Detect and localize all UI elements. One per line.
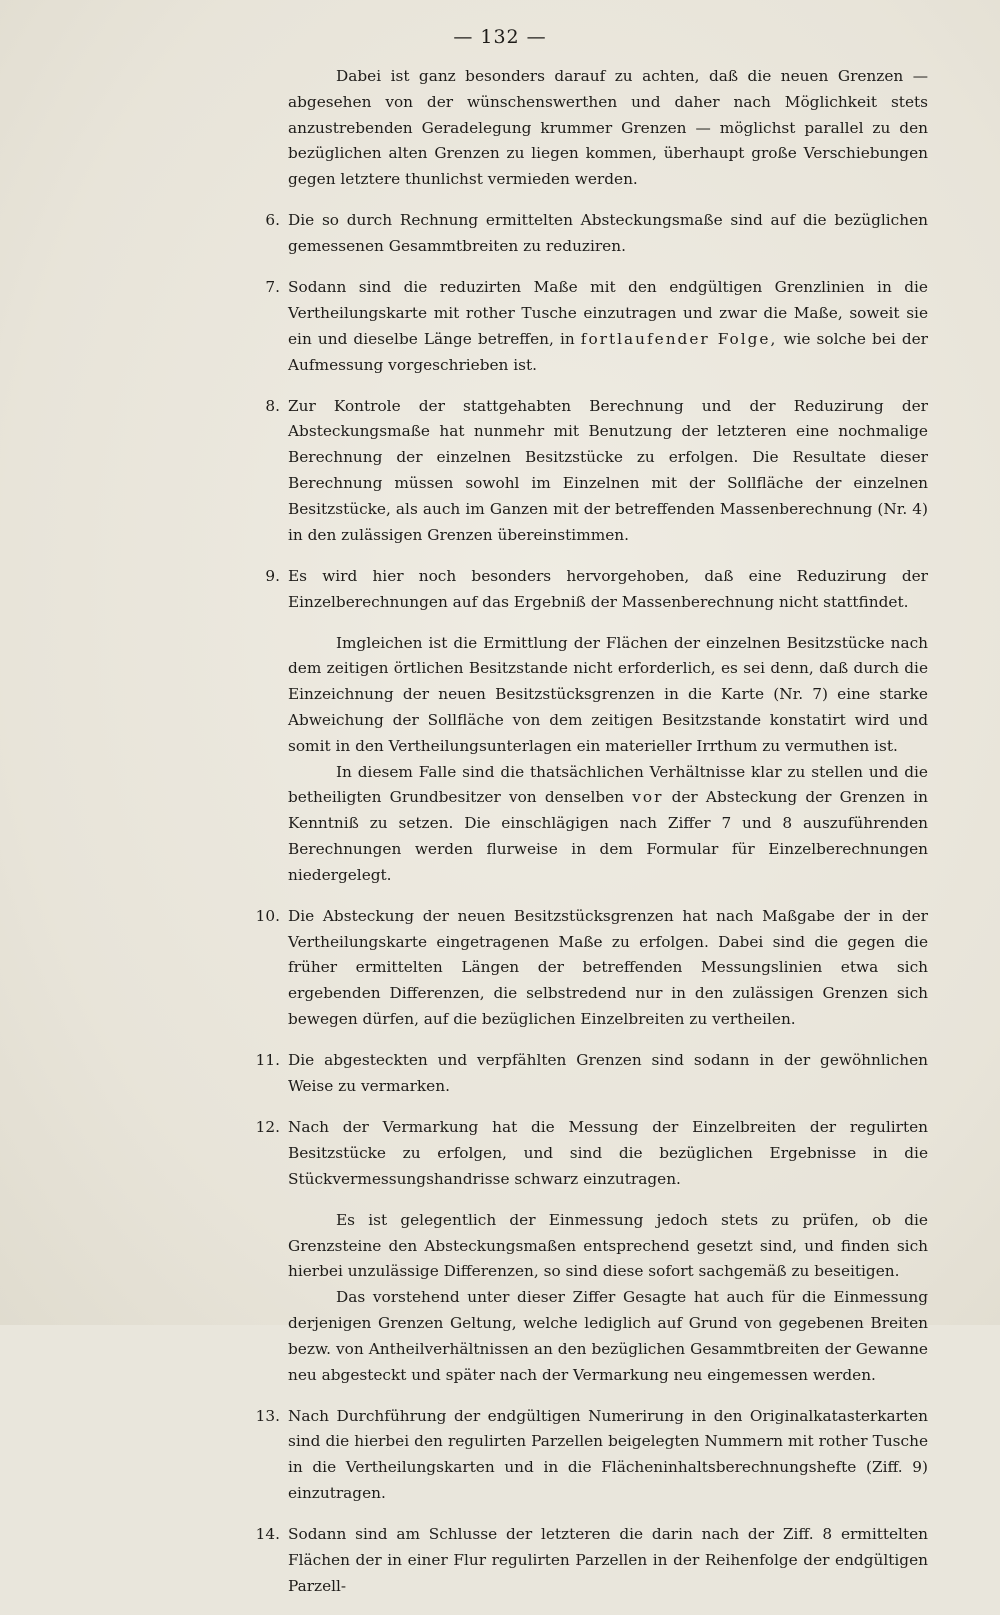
page-number: — 132 — [453, 26, 547, 48]
item-number: 10. [255, 906, 280, 925]
item-text: Es wird hier noch besonders hervorgehoben, daß eine Reduzirung der Einzelberechnungen auf das Ergebniß der Massenberechnung nicht stattfindet. [288, 566, 928, 611]
item-text: Sodann sind am Schlusse der letzteren die darin nach der Ziff. 8 ermittelten Flächen der in einer Flur regulirten Parzellen in der Reihenfolge der endgültigen Parzell- [288, 1525, 928, 1595]
item-number: 13. [255, 1406, 280, 1425]
item-text [288, 275, 928, 378]
emphasized-text: fortlaufender Folge, [580, 329, 778, 348]
item-text: Zur Kontrole der stattgehabten Berechnung und der Reduzirung der Absteckungsmaße hat nunmehr mit Benutzung der letzteren eine nochmalige Berechnung der einzelnen Besitzstücke zu erfolgen. Die Resultate dieser Berechnung müssen sowohl im Einzelnen mit der Sollfläche der einzelnen Besitzstücke, als auch im Ganzen mit der betreffenden Massenberechnung (Nr. 4) in den zulässigen Grenzen übereinstimmen. [288, 396, 928, 544]
paragraph-intro: Dabei ist ganz besonders darauf zu achten, daß die neuen Grenzen — abgesehen von der wünschenswerthen und daher nach Möglichkeit stets anzustrebenden Geradelegung krummer Grenzen — möglichst parallel zu den bezüglichen alten Grenzen zu liegen kommen, überhaupt große Verschiebungen gegen letztere thunlichst vermieden werden. [288, 67, 928, 189]
item-number: 6. [265, 211, 280, 230]
item-number: 9. [265, 566, 280, 585]
item-text-part: Sodann sind die reduzirten Maße mit den endgültigen Grenzlinien in die Vertheilungskarte mit rother Tusche einzutragen und zwar die Maße, soweit sie ein und dieselbe Länge betreffen, in [288, 278, 928, 348]
item-text: Die Absteckung der neuen Besitzstücksgrenzen hat nach Maßgabe der in der Vertheilungskarte eingetragenen Maße zu erfolgen. Dabei sind die gegen die früher ermittelten Längen der betreffenden Messungslinien etwa sich ergebenden Differenzen, die selbstredend nur in den zulässigen Grenzen sich bewegen dürfen, auf die bezüglichen Einzelbreiten zu vertheilen. [288, 906, 928, 1029]
item-number: 12. [255, 1118, 280, 1137]
item-number: 8. [265, 396, 280, 415]
list-item-6 [265, 208, 928, 260]
item-text-part: wie solche bei der Aufmessung vorgeschrieben ist. [288, 329, 928, 374]
item-text: Nach der Vermarkung hat die Messung der Einzelbreiten der regulirten Besitzstücke zu erfolgen, und sind die bezüglichen Ergebnisse in die Stückvermessungshandrisse schwarz einzutragen. [288, 1118, 928, 1188]
item-text: Die so durch Rechnung ermittelten Absteckungsmaße sind auf die bezüglichen gemessenen Gesammtbreiten zu reduziren. [288, 211, 928, 256]
list-item-7 [265, 275, 928, 378]
paragraph-9a: Imgleichen ist die Ermittlung der Flächen der einzelnen Besitzstücke nach dem zeitigen örtlichen Besitzstande nicht erforderlich, es sei denn, daß durch die Einzeichnung der neuen Besitzstücksgrenzen in die Karte (Nr. 7) eine starke Abweichung der Sollfläche von dem zeitigen Besitzstande konstatirt wird und somit in den Vertheilungsunterlagen ein materieller Irrthum zu vermuthen ist. [288, 633, 928, 755]
emphasized-text: vor [632, 788, 664, 807]
list-item-14 [255, 1522, 928, 1599]
item-number: 11. [255, 1051, 280, 1070]
paragraph-text-part: In diesem Falle sind die thatsächlichen Verhältnisse klar zu stellen und die betheiligten Grundbesitzer von denselben [288, 762, 928, 807]
item-number: 7. [265, 278, 280, 297]
paragraph-9b [288, 760, 928, 889]
paragraph-12a: Es ist gelegentlich der Einmessung jedoch stets zu prüfen, ob die Grenzsteine den Absteckungsmaßen entsprechend gesetzt sind, und finden sich hierbei unzulässige Differenzen, so sind diese sofort sachgemäß zu beseitigen. [288, 1210, 928, 1281]
item-text: Nach Durchführung der endgültigen Numerirung in den Originalkatasterkarten sind die hierbei den regulirten Parzellen beigelegten Nummern mit rother Tusche in die Vertheilungskarten und in die Flächeninhaltsberechnungshefte (Ziff. 9) einzutragen. [288, 1406, 928, 1503]
list-item-8 [265, 394, 928, 549]
item-text: Die abgesteckten und verpfählten Grenzen sind sodann in der gewöhnlichen Weise zu vermarken. [288, 1051, 928, 1095]
list-item-11 [255, 1048, 928, 1100]
list-item-12 [255, 1115, 928, 1192]
paragraph-text-part: der Absteckung der Grenzen in Kenntniß zu setzen. Die einschlägigen nach Ziffer 7 und 8 auszuführenden Berechnungen werden flurweise in dem Formular für Einzelberechnungen niedergelegt. [288, 788, 928, 884]
list-item-10 [255, 904, 928, 1033]
list-item-13 [255, 1404, 928, 1507]
page-body [255, 64, 928, 1615]
paragraph-12b: Das vorstehend unter dieser Ziffer Gesagte hat auch für die Einmessung derjenigen Grenzen Geltung, welche lediglich auf Grund von gegebenen Breiten bezw. von Antheilverhältnissen an den bezüglichen Gesammtbreiten der Gewanne neu abgesteckt und später nach der Vermarkung neu eingemessen werden. [288, 1288, 928, 1384]
list-item-9 [265, 564, 928, 616]
item-number: 14. [255, 1525, 280, 1544]
